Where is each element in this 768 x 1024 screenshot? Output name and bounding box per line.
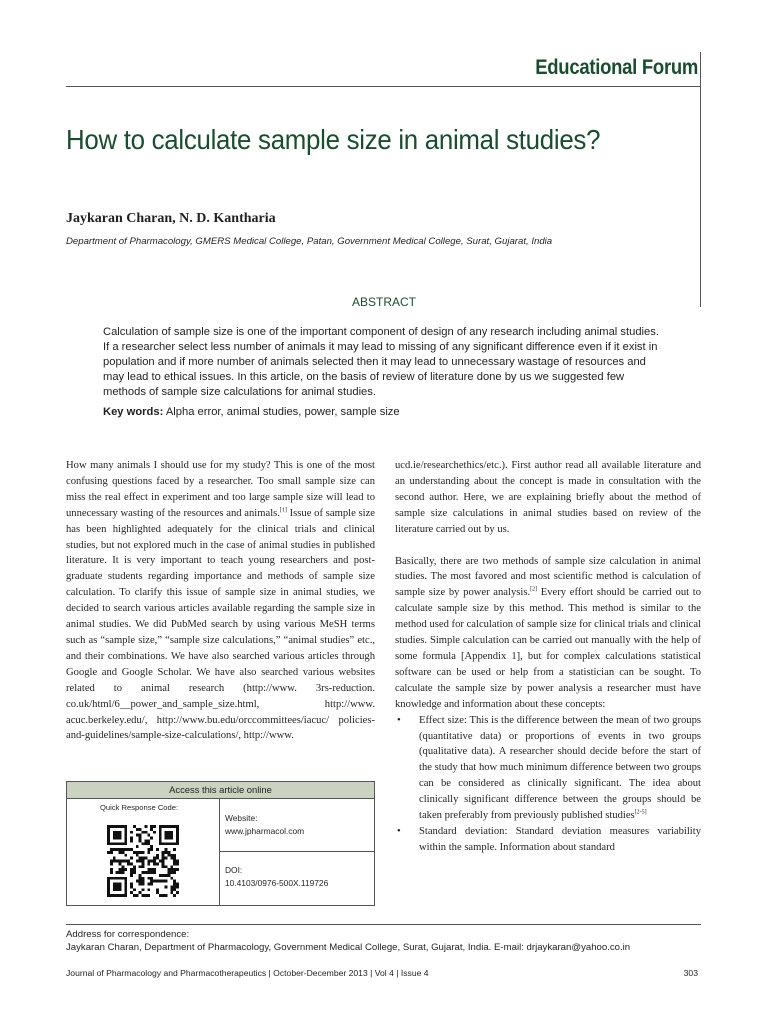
qr-code-icon[interactable]	[107, 825, 179, 897]
footer-rule	[66, 924, 701, 925]
keywords	[103, 406, 400, 418]
article-links-panel	[220, 799, 374, 905]
page-number: 303	[683, 968, 698, 978]
body-column-left	[66, 458, 375, 744]
paragraph-text: Basically, there are two methods of sample size calculation in animal studies. The most favored and most scientific method is calculation of sample size by power analysis.	[395, 555, 701, 599]
abstract-heading: ABSTRACT	[351, 295, 416, 309]
website-label: Website:	[225, 813, 258, 823]
concept-list	[395, 713, 701, 856]
panel-divider	[220, 851, 374, 852]
qr-label: Quick Response Code:	[100, 803, 179, 812]
correspondence-label: Address for correspondence:	[66, 929, 190, 940]
citation-ref: [2-5]	[634, 809, 647, 816]
abstract-text: Calculation of sample size is one of the important component of design of any research including animal studies. If a researcher select less number of animals it may lead to missing of any significant difference even if it exist in population and if more number of animals selected then it may lead to unnecessary wastage of resources and may lead to ethical issues. In this article, on the basis of review of literature done by us we suggested few methods of sample size calculations for animal studies.	[103, 326, 659, 398]
keywords-label: Key words:	[103, 406, 164, 418]
body-column-right	[395, 458, 701, 856]
section-label: Educational Forum	[535, 56, 698, 79]
body-paragraph	[66, 458, 375, 744]
citation-ref: [2]	[530, 586, 538, 593]
header-vertical-rule	[700, 52, 701, 307]
body-paragraph: ucd.ie/researchethics/etc.). First author read all available literature and an understanding about the concept is made in consultation with the second author. Here, we are explaining briefly about the method of sample size calculations in animal studies based on review of the literature carried out by us.	[395, 460, 701, 535]
paragraph-text: How many animals I should use for my study? This is one of the most confusing questions faced by a researcher. Too small sample size can miss the real effect in experiment and too large sample size will lead to unnecessary wasting of the resources and animals.	[66, 460, 375, 519]
list-item	[395, 713, 701, 824]
body-paragraph	[395, 554, 701, 713]
doi-label: DOI:	[225, 865, 243, 875]
correspondence-address: Jaykaran Charan, Department of Pharmacology, Government Medical College, Surat, Gujarat, India. E-mail: drjaykaran@yahoo.co.in	[66, 942, 631, 953]
list-item-text: Effect size: This is the difference between the mean of two groups (quantitative data) or proportions of events in two groups (qualitative data). A researcher should decide before the start of the study that how much minimum difference between two groups can be considered as clinically significant. The idea about clinically significant difference between the groups should be taken preferably from previously published studies	[419, 714, 701, 822]
article-title: How to calculate sample size in animal studies?	[66, 124, 601, 155]
doi-link[interactable]: 10.4103/0976-500X.119726	[225, 878, 329, 888]
citation-ref: [1]	[279, 507, 287, 514]
qr-panel	[67, 799, 220, 905]
access-box-heading: Access this article online	[67, 782, 374, 799]
journal-citation: Journal of Pharmacology and Pharmacotherapeutics | October-December 2013 | Vol 4 | Issue 4	[66, 968, 429, 978]
article-authors: Jaykaran Charan, N. D. Kantharia	[66, 211, 276, 226]
paragraph-text: Every effort should be carried out to calculate sample size by this method. This method is similar to the method used for calculation of sample size for clinical trials and clinical studies. Simple calculation can be carried out manually with the help of some formula [Appendix 1], but for complex calculations statistical software can be used or help from a statistician can be sought. To calculate the sample size by power analysis a researcher must have knowledge and information about these concepts:	[395, 587, 701, 710]
header-rule	[66, 86, 701, 87]
list-item: • Standard deviation: Standard deviation measures variability within the sample. Information about standard	[395, 824, 701, 856]
paragraph-text: Issue of sample size has been highlighted adequately for the clinical trials and clinical studies, but not explored much in the case of animal studies in published literature. It is very important to teach young researchers and post-graduate students regarding importance and methods of sample size calculation. To clarify this issue of sample size in animal studies, we decided to search various articles available regarding the sample size in animal studies. We did PubMed search by using various MeSH terms such as “sample size,” “sample size calculations,” “animal studies” etc., and their combinations. We have also searched various articles through Google and Google Scholar. We have also searched various websites related to animal research (http://www. 3rs-reduction. co.uk/html/6__power_and_sample_size.html, http://www. acuc.berkeley.edu/, http://www.bu.edu/orccommittees/iacuc/ policies- and-guidelines/sample-size-calculations/, http://www.	[66, 507, 375, 742]
author-affiliation: Department of Pharmacology, GMERS Medical College, Patan, Government Medical College, Surat, Gujarat, India	[66, 236, 553, 247]
access-article-box	[66, 781, 375, 906]
website-link[interactable]: www.jpharmacol.com	[225, 826, 305, 836]
keywords-list: Alpha error, animal studies, power, sample size	[165, 406, 400, 418]
